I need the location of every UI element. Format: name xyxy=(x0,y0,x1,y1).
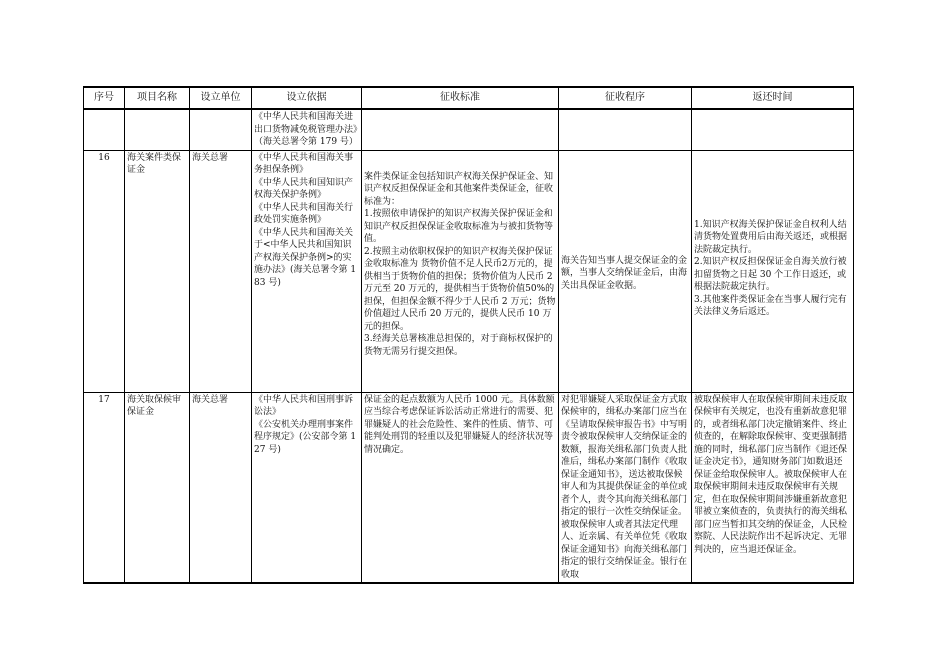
row-name xyxy=(125,109,190,150)
row-basis: 《中华人民共和国刑事诉讼法》 《公安机关办理刑事案件程序规定》(公安部令第 127 号) xyxy=(254,394,357,455)
row-procedure: 对犯罪嫌疑人采取保证金方式取保候审的，缉私办案部门应当在《呈请取保候审报告书》中写明责令被取保候审人交纳保证金的数额，报海关缉私部门负责人批准后，缉私办案部门制作《收取保证金通知书》，送达被取保候审人和为其提供保证金的单位或者个人，责令其向海关缉私部门指定的银行一次性交纳保证金。被取保候审人或者其法定代理人、近亲属、有关单位凭《收取保证金通知书》向海关缉私部门指定的银行交纳保证金。银行在收取 xyxy=(561,394,688,580)
header-procedure: 征收程序 xyxy=(559,87,692,109)
row-procedure xyxy=(559,109,692,150)
row-refund: 1.知识产权海关保护保证金自权利人结清货物处置费用后由海关返还，或根据法院裁定执行。 2.知识产权反担保保证金自海关放行被扣留货物之日起 30 个工作日返还，或根据法院裁定执行。 3.其他案件类保证金在当事人履行完有关法律义务后返还。 xyxy=(694,219,848,317)
row-unit: 海关总署 xyxy=(192,394,229,405)
row-basis: 《中华人民共和国海关事务担保条例》 《中华人民共和国知识产权海关保护条例》 《中华人民共和国海关行政处罚实施条例》 《中华人民共和国海关关于<中华人民共和国知识产权海关保护条例>的实施办法》(海关总署令第 183 号) xyxy=(254,152,357,288)
row-standard xyxy=(362,109,559,150)
row-standard: 案件类保证金包括知识产权海关保护保证金、知识产权反担保保证金和其他案件类保证金，征收标准为： 1.按照依申请保护的知识产权海关保护保证金和知识产权反担保保证金收取标准为与被扣货物等值。 2.按照主动依职权保护的知识产权海关保护保证金收取标准为 货物价值不足人民币2万元的，提供相当于货物价值的担保；货物价值为人民币 2 万元至 20 万元的，提供相当于货物价值50%的担保，但担保金额不得少于人民币 2 万元；货物价值超过人民币 20 万元的，提供人民币 10 万元的担保。 3.经海关总署核准总担保的，对于商标权保护的货物无需另行提交担保。 xyxy=(364,171,556,357)
row-standard: 保证金的起点数额为人民币 1000 元。具体数额应当综合考虑保证诉讼活动正常进行的需要、犯罪嫌疑人的社会危险性、案件的性质、情节、可能判处刑罚的轻重以及犯罪嫌疑人的经济状况等情况确定。 xyxy=(364,394,555,455)
fees-table xyxy=(83,86,854,584)
header-unit: 设立单位 xyxy=(190,87,252,109)
row-no: 17 xyxy=(84,392,125,583)
header-no: 序号 xyxy=(84,87,125,109)
row-unit: 海关总署 xyxy=(192,152,229,163)
row-unit xyxy=(190,109,252,150)
header-standard: 征收标准 xyxy=(362,87,559,109)
row-basis: 《中华人民共和国海关进出口货物减免税管理办法》（海关总署令第 179 号） xyxy=(254,112,358,147)
row-no: 16 xyxy=(84,150,125,392)
header-row xyxy=(84,87,854,109)
row-procedure: 海关告知当事人提交保证金的金额，当事人交纳保证金后，由海关出具保证金收据。 xyxy=(561,255,688,291)
row-name: 海关案件类保证金 xyxy=(127,152,182,175)
header-name: 项目名称 xyxy=(125,87,190,109)
table-row xyxy=(84,150,854,392)
row-refund: 被取保候审人在取保候审期间未违反取保候审有关规定，也没有重新故意犯罪的，或者缉私部门决定撤销案件、终止侦查的，在解除取保候审、变更强制措施的同时，缉私部门应当制作《退还保证金决定书》，通知财务部门如数退还保证金给取保候审人。被取保候审人在取保候审期间未违反取保候审有关规定，但在取保候审期间涉嫌重新故意犯罪被立案侦查的，负责执行的海关缉私部门应当暂扣其交纳的保证金，人民检察院、人民法院作出不起诉决定、无罪判决的，应当退还保证金。 xyxy=(694,394,848,555)
header-refund: 返还时间 xyxy=(692,87,854,109)
row-refund xyxy=(692,109,854,150)
table-row xyxy=(84,392,854,583)
row-name: 海关取保候审保证金 xyxy=(127,394,182,417)
table-row xyxy=(84,109,854,150)
row-no xyxy=(84,109,125,150)
header-basis: 设立依据 xyxy=(252,87,362,109)
